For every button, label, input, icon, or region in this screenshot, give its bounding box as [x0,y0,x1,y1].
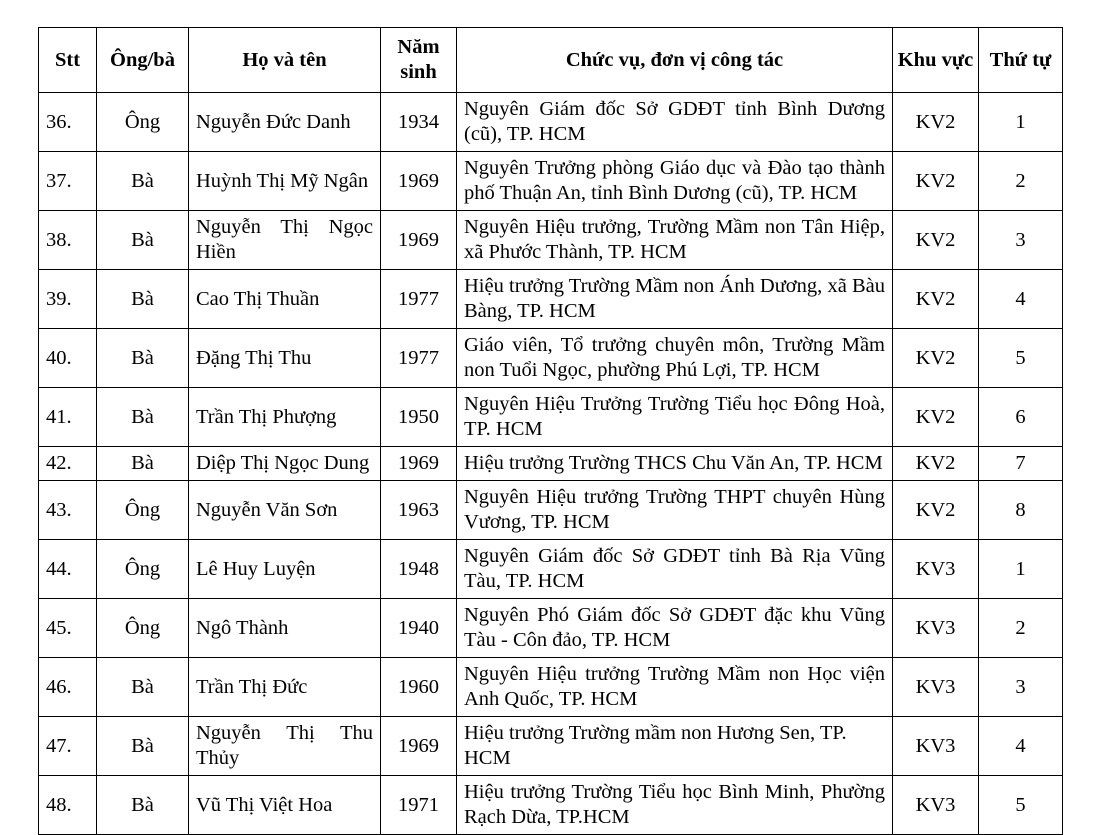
cell-region: KV3 [893,658,979,717]
cell-title: Ông [97,93,189,152]
cell-birth-year: 1969 [381,152,457,211]
table-container [38,27,1062,835]
cell-name: Diệp Thị Ngọc Dung [189,447,381,481]
cell-order: 7 [979,447,1063,481]
cell-stt: 41. [39,388,97,447]
cell-stt: 37. [39,152,97,211]
cell-region: KV2 [893,329,979,388]
cell-stt: 42. [39,447,97,481]
cell-title: Bà [97,211,189,270]
table-row [39,211,1063,270]
column-header-order [979,28,1063,93]
column-header-birth-year-line1: Năm [397,36,440,58]
cell-name: Vũ Thị Việt Hoa [189,776,381,835]
cell-region: KV3 [893,599,979,658]
column-header-region [893,28,979,93]
cell-order: 2 [979,599,1063,658]
column-header-birth-year-line2: sinh [400,61,437,83]
cell-title: Bà [97,152,189,211]
cell-birth-year: 1969 [381,717,457,776]
cell-stt: 40. [39,329,97,388]
cell-order: 5 [979,776,1063,835]
cell-name: Nguyễn Đức Danh [189,93,381,152]
cell-position: Nguyên Phó Giám đốc Sở GDĐT đặc khu Vũng Tàu - Côn đảo, TP. HCM [457,599,893,658]
cell-birth-year: 1977 [381,329,457,388]
cell-birth-year: 1960 [381,658,457,717]
column-header-region-line2: vực [941,48,974,71]
cell-title: Ông [97,599,189,658]
honoree-list-table [38,27,1063,835]
table-row [39,447,1063,481]
table-row [39,658,1063,717]
cell-title: Bà [97,776,189,835]
table-row [39,540,1063,599]
table-row [39,599,1063,658]
cell-region: KV3 [893,776,979,835]
cell-region: KV2 [893,93,979,152]
cell-region: KV2 [893,388,979,447]
cell-title: Bà [97,447,189,481]
cell-stt: 44. [39,540,97,599]
cell-order: 1 [979,93,1063,152]
cell-stt: 46. [39,658,97,717]
cell-name: Nguyễn Văn Sơn [189,481,381,540]
cell-position: Hiệu trưởng Trường THCS Chu Văn An, TP. HCM [457,447,893,481]
column-header-stt: Stt [39,28,97,93]
cell-position: Hiệu trưởng Trường Tiểu học Bình Minh, Phường Rạch Dừa, TP.HCM [457,776,893,835]
table-row [39,152,1063,211]
cell-position: Nguyên Hiệu Trưởng Trường Tiểu học Đông Hoà, TP. HCM [457,388,893,447]
cell-title: Bà [97,270,189,329]
cell-order: 4 [979,270,1063,329]
column-header-title: Ông/bà [97,28,189,93]
cell-name: Huỳnh Thị Mỹ Ngân [189,152,381,211]
cell-position: Nguyên Hiệu trưởng Trường Mầm non Học viện Anh Quốc, TP. HCM [457,658,893,717]
cell-order: 8 [979,481,1063,540]
cell-stt: 45. [39,599,97,658]
cell-birth-year: 1934 [381,93,457,152]
cell-title: Ông [97,481,189,540]
cell-region: KV3 [893,717,979,776]
cell-title: Bà [97,717,189,776]
cell-name: Ngô Thành [189,599,381,658]
cell-birth-year: 1940 [381,599,457,658]
cell-name: Trần Thị Phượng [189,388,381,447]
cell-order: 2 [979,152,1063,211]
cell-position: Nguyên Trưởng phòng Giáo dục và Đào tạo thành phố Thuận An, tỉnh Bình Dương (cũ), TP. HCM [457,152,893,211]
cell-name: Lê Huy Luyện [189,540,381,599]
cell-position: Nguyên Hiệu trưởng, Trường Mầm non Tân Hiệp, xã Phước Thành, TP. HCM [457,211,893,270]
table-row [39,717,1063,776]
cell-birth-year: 1948 [381,540,457,599]
cell-stt: 39. [39,270,97,329]
column-header-region-line1: Khu [897,48,937,71]
cell-region: KV2 [893,481,979,540]
cell-birth-year: 1971 [381,776,457,835]
column-header-name: Họ và tên [189,28,381,93]
cell-name: Nguyễn Thị Ngọc Hiền [189,211,381,270]
table-header-row [39,28,1063,93]
column-header-position: Chức vụ, đơn vị công tác [457,28,893,93]
cell-position: Hiệu trưởng Trường Mầm non Ánh Dương, xã Bàu Bàng, TP. HCM [457,270,893,329]
cell-stt: 36. [39,93,97,152]
cell-stt: 43. [39,481,97,540]
cell-name: Đặng Thị Thu [189,329,381,388]
cell-region: KV2 [893,447,979,481]
column-header-order-line2: tự [1032,48,1052,71]
cell-position: Hiệu trưởng Trường mầm non Hương Sen, TP. HCM [457,717,893,776]
cell-birth-year: 1963 [381,481,457,540]
table-row [39,481,1063,540]
cell-order: 6 [979,388,1063,447]
cell-birth-year: 1969 [381,447,457,481]
cell-title: Bà [97,388,189,447]
cell-name: Cao Thị Thuần [189,270,381,329]
cell-order: 3 [979,211,1063,270]
table-row [39,93,1063,152]
cell-position: Nguyên Hiệu trưởng Trường THPT chuyên Hùng Vương, TP. HCM [457,481,893,540]
cell-birth-year: 1950 [381,388,457,447]
cell-position: Nguyên Giám đốc Sở GDĐT tỉnh Bình Dương (cũ), TP. HCM [457,93,893,152]
table-row [39,388,1063,447]
cell-title: Ông [97,540,189,599]
cell-stt: 47. [39,717,97,776]
cell-position: Nguyên Giám đốc Sở GDĐT tỉnh Bà Rịa Vũng Tàu, TP. HCM [457,540,893,599]
cell-order: 4 [979,717,1063,776]
cell-name: Nguyễn Thị Thu Thủy [189,717,381,776]
cell-stt: 48. [39,776,97,835]
cell-birth-year: 1969 [381,211,457,270]
table-header [39,28,1063,93]
cell-stt: 38. [39,211,97,270]
cell-region: KV3 [893,540,979,599]
cell-region: KV2 [893,152,979,211]
cell-title: Bà [97,329,189,388]
column-header-order-line1: Thứ [989,48,1028,71]
table-row [39,329,1063,388]
cell-position: Giáo viên, Tổ trưởng chuyên môn, Trường Mầm non Tuổi Ngọc, phường Phú Lợi, TP. HCM [457,329,893,388]
cell-region: KV2 [893,211,979,270]
cell-birth-year: 1977 [381,270,457,329]
column-header-birth-year [381,28,457,93]
cell-title: Bà [97,658,189,717]
cell-order: 3 [979,658,1063,717]
table-body [39,93,1063,835]
cell-name: Trần Thị Đức [189,658,381,717]
cell-region: KV2 [893,270,979,329]
cell-order: 1 [979,540,1063,599]
table-row [39,776,1063,835]
table-row [39,270,1063,329]
cell-order: 5 [979,329,1063,388]
